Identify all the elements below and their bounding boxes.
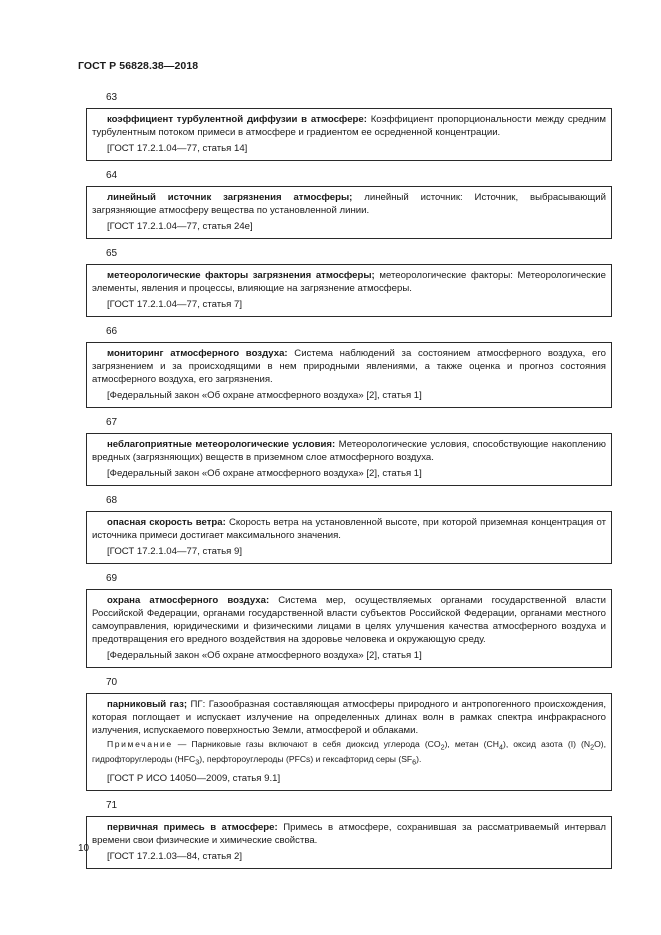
term-note <box>92 739 606 769</box>
term-definition <box>92 821 606 847</box>
term-box <box>86 433 612 486</box>
term-entry-65 <box>86 247 612 317</box>
term-name: коэффициент турбулентной диффузии в атмосфере: <box>107 114 367 125</box>
term-box <box>86 186 612 239</box>
term-box <box>86 511 612 564</box>
note-subscript: 2 <box>590 743 595 752</box>
term-entry-66 <box>86 325 612 408</box>
term-box <box>86 816 612 869</box>
term-source: [Федеральный закон «Об охране атмосферного воздуха» [2], статья 1] <box>107 468 422 479</box>
term-definition <box>92 516 606 542</box>
term-source: [ГОСТ 17.2.1.04—77, статья 7] <box>107 299 242 310</box>
term-number: 65 <box>106 248 118 259</box>
term-number: 63 <box>106 92 118 103</box>
definition-text: Система наблюдений за состоянием атмосферного воздуха, его загрязнением и за происходящими в нем природными явлениями, а также оценка и прогноз состояния атмосферного воздуха, его загрязнения. <box>92 348 606 385</box>
term-source: [ГОСТ 17.2.1.03—84, статья 2] <box>107 851 242 863</box>
term-name: метеорологические факторы загрязнения атмосферы; <box>107 270 375 281</box>
term-name: линейный источник загрязнения атмосферы; <box>107 192 353 203</box>
note-text: O), гидрофторуглероды (HFC <box>92 739 606 765</box>
term-name: парниковый газ; <box>107 699 188 710</box>
term-number: 70 <box>106 677 118 688</box>
term-definition <box>92 698 606 737</box>
term-number: 64 <box>106 170 118 181</box>
term-source: [ГОСТ 17.2.1.04—77, статья 14] <box>107 143 248 154</box>
term-entry-71 <box>86 799 612 869</box>
definition-text: ПГ: Газообразная составляющая атмосферы природного и антропогенного происхождения, которая поглощает и испускает излучение на определенных длинах волн в рамках спектра инфракрасного излучения, испускаемого поверхностью Земли, атмосферой и облаками. <box>92 699 606 736</box>
term-name: первичная примесь в атмосфере: <box>107 822 278 834</box>
term-box <box>86 264 612 317</box>
note-text: — Парниковые газы включают в себя диоксид углерода (CO <box>172 739 441 749</box>
term-box <box>86 589 612 668</box>
term-entry-69 <box>86 572 612 668</box>
term-definition <box>92 594 606 646</box>
definition-text: метеорологические факторы: Метеорологические элементы, явления и процессы, влияющие на загрязнение атмосферы. <box>92 270 606 294</box>
page-number: 10 <box>78 843 90 854</box>
definition-text: Скорость ветра на установленной высоте, при которой приземная концентрация от источника примеси достигает максимального значения. <box>92 517 606 541</box>
note-text: ). <box>416 754 422 765</box>
term-entry-70 <box>86 676 612 791</box>
term-definition <box>92 113 606 139</box>
term-entry-64 <box>86 169 612 239</box>
term-entry-67 <box>86 416 612 486</box>
definition-text: Метеорологические условия, способствующие накоплению вредных (загрязняющих) веществ в приземном слое атмосферного воздуха. <box>92 439 606 463</box>
term-source: [Федеральный закон «Об охране атмосферного воздуха» [2], статья 1] <box>107 650 422 661</box>
definition-text: Примесь в атмосфере, сохранившая за рассматриваемый интервал времени свои физические и химические свойства. <box>92 822 606 847</box>
term-box <box>86 108 612 161</box>
note-label: Примечание <box>107 739 173 749</box>
term-name: охрана атмосферного воздуха: <box>107 595 270 606</box>
term-definition <box>92 438 606 464</box>
definition-text: линейный источник: Источник, выбрасывающий загрязняющие атмосферу вещества по установленной линии. <box>92 192 607 216</box>
note-text: ), метан (CH <box>444 739 499 749</box>
term-entry-63 <box>86 91 612 161</box>
term-source: [ГОСТ Р ИСО 14050—2009, статья 9.1] <box>107 773 281 785</box>
term-name: неблагоприятные метеорологические условия: <box>107 439 336 450</box>
term-number: 66 <box>106 326 118 337</box>
term-source: [ГОСТ 17.2.1.04—77, статья 9] <box>107 546 242 557</box>
note-subscript: 4 <box>498 743 503 752</box>
term-number: 71 <box>106 800 118 812</box>
term-name: опасная скорость ветра: <box>107 517 226 528</box>
term-entry-68 <box>86 494 612 564</box>
term-number: 68 <box>106 495 118 506</box>
term-number: 67 <box>106 417 118 428</box>
term-box <box>86 693 612 791</box>
terms-list <box>86 91 612 869</box>
definition-text: Коэффициент пропорциональности между средним турбулентным потоком примеси в атмосфере и градиентом ее осредненной концентрации. <box>92 114 606 138</box>
term-definition <box>92 191 606 217</box>
term-number: 69 <box>106 573 118 584</box>
term-definition <box>92 347 606 386</box>
term-box <box>86 342 612 408</box>
document-header: ГОСТ Р 56828.38—2018 <box>78 60 199 72</box>
note-subscript: 2 <box>440 743 445 752</box>
term-definition <box>92 269 606 295</box>
note-subscript: 6 <box>412 758 417 767</box>
definition-text: Система мер, осуществляемых органами государственной власти Российской Федерации, органами государственной власти субъектов Российской Федерации, органами местного самоуправления, юридическими и физическими лицами в целях улучшения качества атмосферного воздуха и предотвращения его вредного воздействия на здоровье человека и окружающую среду. <box>92 595 606 645</box>
term-source: [ГОСТ 17.2.1.04—77, статья 24е] <box>107 221 253 232</box>
note-text: ), оксид азота (I) (N <box>502 739 591 749</box>
note-text: ), перфтороуглероды (PFCs) и гексафторид серы (SF <box>199 754 413 765</box>
note-subscript: 3 <box>195 758 200 767</box>
term-name: мониторинг атмосферного воздуха: <box>107 348 288 359</box>
term-source: [Федеральный закон «Об охране атмосферного воздуха» [2], статья 1] <box>107 390 422 401</box>
